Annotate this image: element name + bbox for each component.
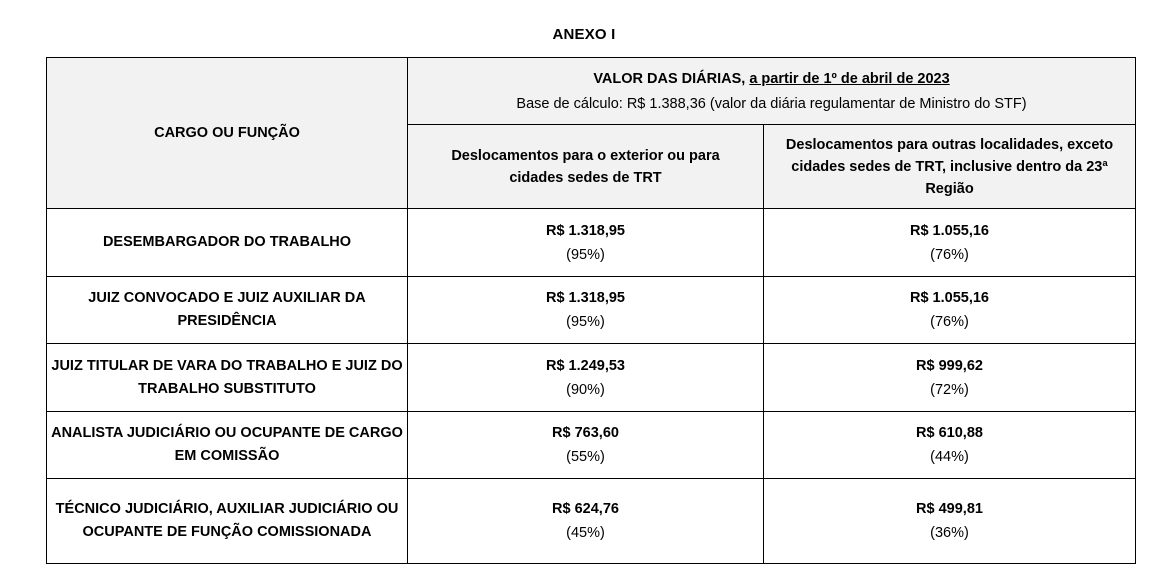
exterior-cell <box>408 412 764 479</box>
header-valor-title <box>408 71 1135 87</box>
exterior-percent: (95%) <box>566 246 605 263</box>
exterior-amount: R$ 1.318,95 <box>545 290 625 306</box>
header-col-outras: Deslocamentos para outras localidades, exceto cidades sedes de TRT, inclusive dentro da 23ª Região <box>764 125 1136 209</box>
outras-percent: (44%) <box>930 449 969 465</box>
header-cargo-cell <box>47 58 408 209</box>
table-row <box>47 277 1136 344</box>
outras-percent: (36%) <box>930 525 969 541</box>
header-base-calculo: Base de cálculo: R$ 1.388,36 (valor da diária regulamentar de Ministro do STF) <box>516 95 1027 112</box>
exterior-amount: R$ 624,76 <box>552 501 619 517</box>
outras-cell <box>764 344 1136 412</box>
table-row <box>47 412 1136 479</box>
cargo-cell: DESEMBARGADOR DO TRABALHO <box>47 209 408 277</box>
cargo-cell: JUIZ CONVOCADO E JUIZ AUXILIAR DA PRESIDÊNCIA <box>47 277 408 344</box>
header-cargo-label: CARGO OU FUNÇÃO <box>154 125 300 141</box>
document-title: ANEXO I <box>552 26 616 43</box>
exterior-cell <box>408 209 764 277</box>
exterior-percent: (90%) <box>566 381 605 398</box>
cargo-cell: TÉCNICO JUDICIÁRIO, AUXILIAR JUDICIÁRIO OU OCUPANTE DE FUNÇÃO COMISSIONADA <box>47 479 408 564</box>
header-valor-cell <box>408 58 1136 125</box>
outras-amount: R$ 610,88 <box>916 425 983 441</box>
outras-cell <box>764 479 1136 564</box>
exterior-percent: (45%) <box>566 525 605 541</box>
exterior-amount: R$ 1.318,95 <box>545 222 625 239</box>
outras-cell <box>764 209 1136 277</box>
outras-percent: (76%) <box>930 246 969 263</box>
table-row <box>47 209 1136 277</box>
header-valor-date: a partir de 1º de abril de 2023 <box>749 70 950 87</box>
outras-percent: (76%) <box>930 314 969 330</box>
exterior-cell <box>408 277 764 344</box>
outras-amount: R$ 499,81 <box>916 501 983 517</box>
exterior-percent: (55%) <box>566 449 605 465</box>
exterior-percent: (95%) <box>566 314 605 330</box>
outras-amount: R$ 999,62 <box>916 357 983 374</box>
exterior-cell <box>408 479 764 564</box>
outras-amount: R$ 1.055,16 <box>909 222 989 239</box>
outras-percent: (72%) <box>930 381 969 398</box>
outras-cell <box>764 412 1136 479</box>
header-col-exterior: Deslocamentos para o exterior ou para cidades sedes de TRT <box>408 125 764 209</box>
header-valor-plain: VALOR DAS DIÁRIAS, <box>593 70 750 87</box>
exterior-amount: R$ 1.249,53 <box>545 357 625 374</box>
table-row <box>47 344 1136 412</box>
exterior-amount: R$ 763,60 <box>552 425 619 441</box>
cargo-cell: JUIZ TITULAR DE VARA DO TRABALHO E JUIZ DO TRABALHO SUBSTITUTO <box>47 344 408 412</box>
exterior-cell <box>408 344 764 412</box>
table-row <box>47 479 1136 564</box>
cargo-cell: ANALISTA JUDICIÁRIO OU OCUPANTE DE CARGO EM COMISSÃO <box>47 412 408 479</box>
diarias-table <box>46 57 1136 564</box>
outras-amount: R$ 1.055,16 <box>909 290 989 306</box>
outras-cell <box>764 277 1136 344</box>
